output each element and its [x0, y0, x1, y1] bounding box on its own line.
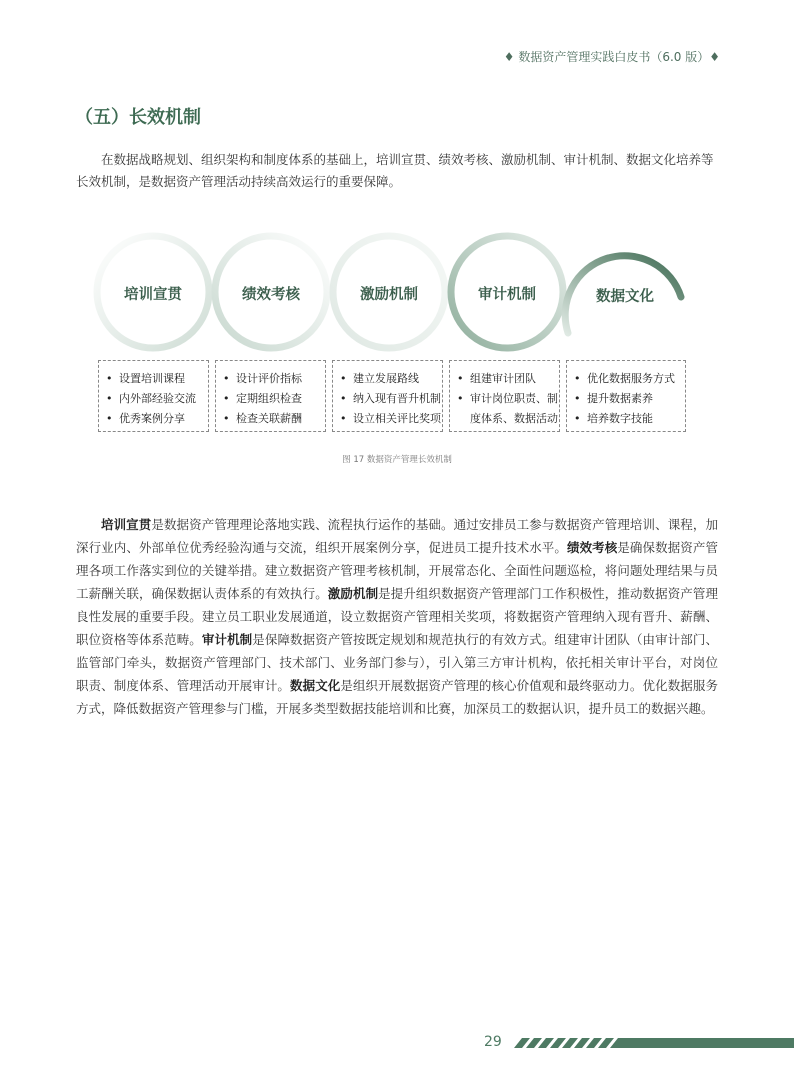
term-culture: 数据文化 [290, 678, 341, 693]
bullet-icon: • [574, 412, 581, 425]
page-number: 29 [484, 1034, 502, 1050]
body-paragraph: 培训宣贯是数据资产管理理论落地实践、流程执行运作的基础。通过安排员工参与数据资产管理培训、课程，加深行业内、外部单位优秀经验沟通与交流，组织开展案例分享，促进员工提升技术水平。绩效考核是确保数据资产管理各项工作落实到位的关键举措。建立数据资产管理考核机制，开展常态化、全面性问题巡检，将问题处理结果与员工薪酬关联，确保数据认责体系的有效执行。激励机制是提升组织数据资产管理部门工作积极性，推动数据资产管理良性发展的重要手段。建立员工职业发展通道，设立数据资产管理相关奖项，将数据资产管理纳入现有晋升、薪酬、职位资格等体系范畴。审计机制是保障数据资产管按既定规划和规范执行的有效方式。组建审计团队（由审计部门、监管部门牵头，数据资产管理部门、技术部门、业务部门参与），引入第三方审计机构，依托相关审计平台，对岗位职责、制度体系、管理活动开展审计。数据文化是组织开展数据资产管理的核心价值观和最终驱动力。优化数据服务方式，降低数据资产管理参与门槛，开展多类型数据技能培训和比赛，加深员工的数据认识，提升员工的数据兴趣。 [76, 517, 718, 716]
bullet-icon: • [106, 412, 113, 425]
stage-box-incentive [332, 360, 443, 432]
bullet-icon: • [340, 412, 347, 425]
stage-box-performance [215, 360, 326, 432]
list-item: • 内外部经验交流 [105, 389, 208, 409]
bullet-icon: • [574, 372, 581, 385]
list-item: • 设立相关评比奖项 [339, 409, 442, 429]
stage-label-incentive: 激励机制 [360, 287, 418, 303]
bullet-icon: • [340, 372, 347, 385]
list-item: • 组建审计团队 [456, 369, 559, 389]
stage-label-performance: 绩效考核 [242, 287, 300, 303]
list-item: • 设计评价指标 [222, 369, 325, 389]
list-item: • 优化数据服务方式 [573, 369, 685, 389]
bullet-icon: • [106, 392, 113, 405]
intro-paragraph: 在数据战略规划、组织架构和制度体系的基础上，培训宣贯、绩效考核、激励机制、审计机制、数据文化培养等长效机制，是数据资产管理活动持续高效运行的重要保障。 [76, 152, 714, 189]
running-header: ♦ 数据资产管理实践白皮书（6.0 版）♦ [503, 50, 720, 64]
bullet-icon: • [223, 412, 230, 425]
stage-label-audit: 审计机制 [478, 287, 536, 303]
list-item: • 建立发展路线 [339, 369, 442, 389]
stage-label-training: 培训宣贯 [124, 287, 182, 303]
term-training: 培训宣贯 [101, 517, 152, 532]
term-performance: 绩效考核 [566, 540, 618, 555]
stage-box-training [98, 360, 209, 432]
list-item: • 优秀案例分享 [105, 409, 208, 429]
figure-caption: 图 17 数据资产管理长效机制 [342, 455, 452, 465]
list-item: • 设置培训课程 [105, 369, 208, 389]
term-incentive: 激励机制 [327, 586, 379, 601]
list-item: • 纳入现有晋升机制 [339, 389, 442, 409]
footer-stripe-decoration [508, 1035, 794, 1051]
list-item: 度体系、数据活动 [470, 412, 558, 425]
bullet-icon: • [574, 392, 581, 405]
list-item: • 审计岗位职责、制 [456, 389, 559, 409]
bullet-icon: • [223, 392, 230, 405]
section-title: （五）长效机制 [75, 107, 201, 128]
bullet-icon: • [106, 372, 113, 385]
list-item: • 提升数据素养 [573, 389, 685, 409]
bullet-icon: • [340, 392, 347, 405]
term-audit: 审计机制 [201, 632, 253, 647]
bullet-icon: • [457, 392, 464, 405]
list-item: • 定期组织检查 [222, 389, 325, 409]
mechanism-diagram [90, 227, 700, 439]
stage-box-audit [449, 360, 560, 432]
stage-box-culture [566, 360, 686, 432]
bullet-icon: • [457, 372, 464, 385]
list-item: • 检查关联薪酬 [222, 409, 325, 429]
list-item: • 培养数字技能 [573, 409, 685, 429]
stage-label-culture: 数据文化 [596, 289, 654, 305]
bullet-icon: • [223, 372, 230, 385]
